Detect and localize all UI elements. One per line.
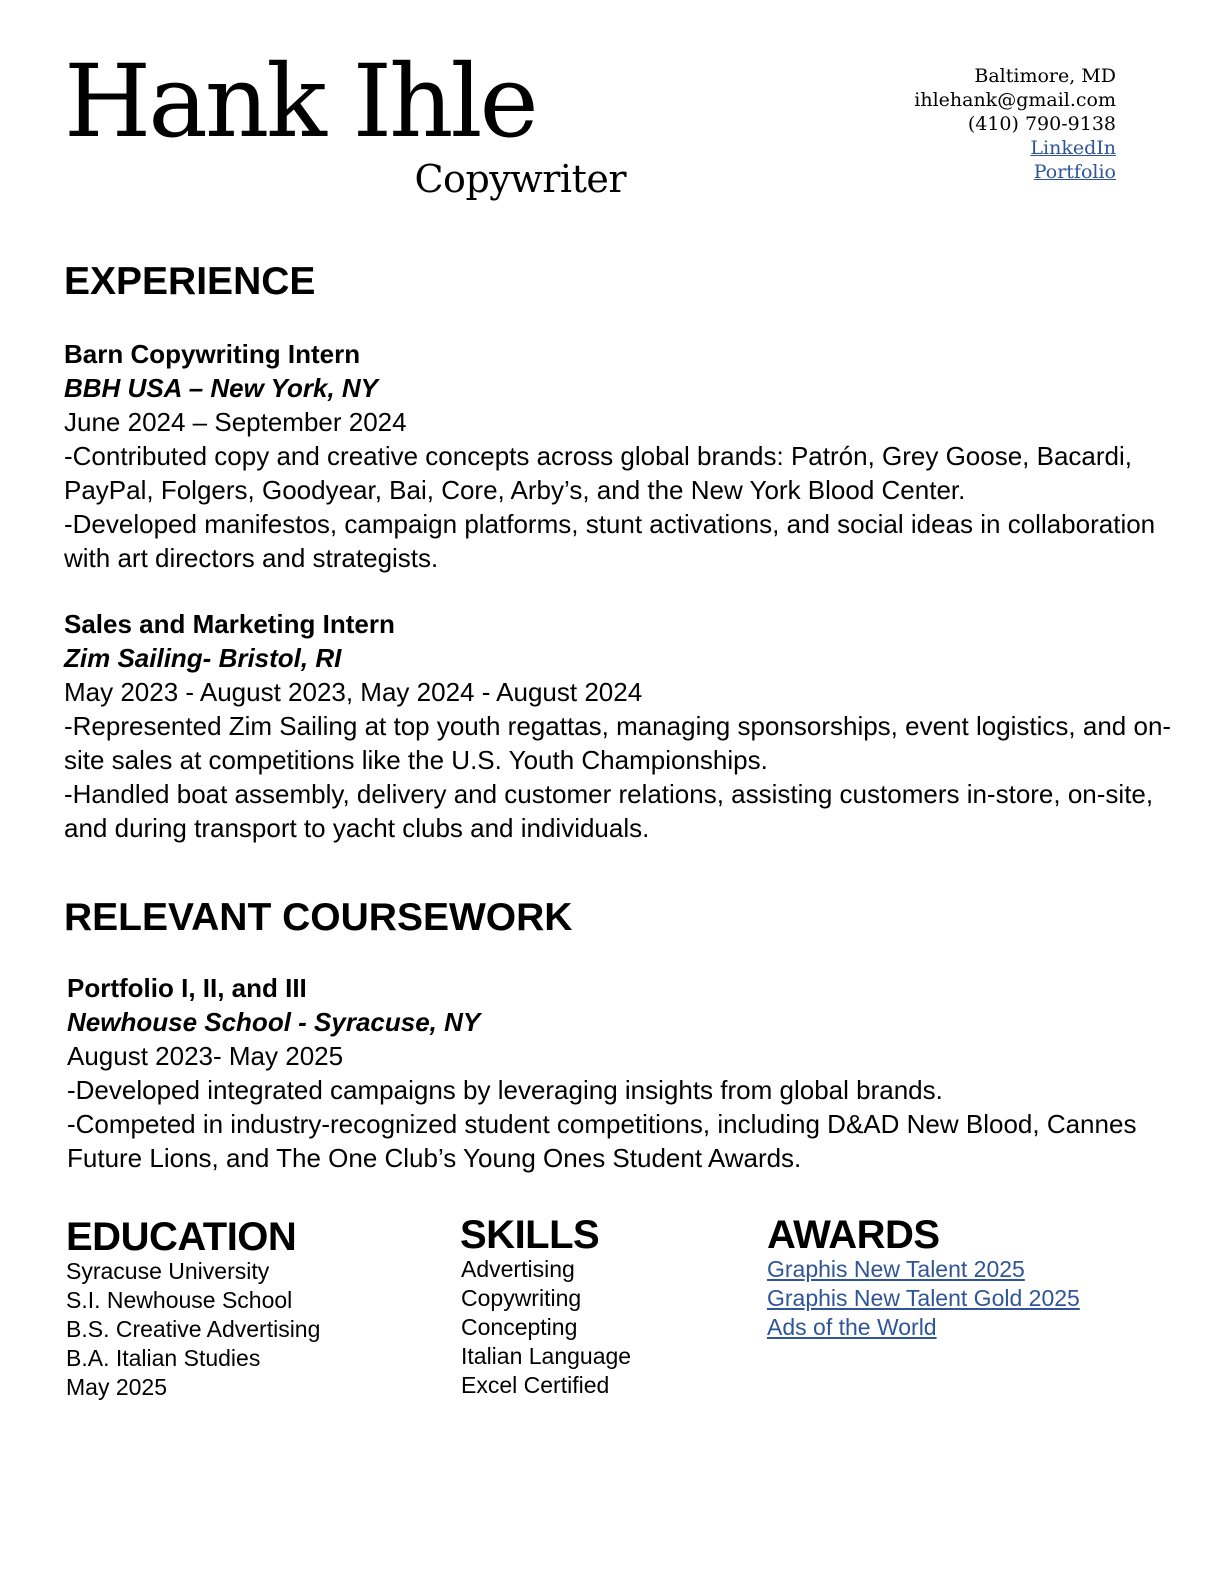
resume-role: Copywriter: [414, 157, 626, 201]
experience-entry-bbh: [64, 337, 1174, 575]
awards-heading: AWARDS: [767, 1213, 940, 1257]
job-bullet: -Contributed copy and creative concepts across global brands: Patrón, Grey Goose, Bacardi, PayPal, Folgers, Goodyear, Bai, Core, Arby’s, and the New York Blood Center.: [64, 441, 1133, 505]
resume-name: Hank Ihle: [64, 43, 536, 160]
experience-heading: EXPERIENCE: [64, 260, 316, 303]
awards-list: [767, 1255, 1080, 1342]
education-list: [66, 1257, 320, 1402]
award-link[interactable]: Graphis New Talent Gold 2025: [767, 1285, 1080, 1311]
award-link[interactable]: Ads of the World: [767, 1314, 937, 1340]
job-bullet: -Handled boat assembly, delivery and customer relations, assisting customers in-store, on-site, and during transport to yacht clubs and individuals.: [64, 779, 1154, 843]
education-item: Syracuse University: [66, 1258, 270, 1284]
course-org: Newhouse School - Syracuse, NY: [67, 1007, 481, 1037]
contact-phone: (410) 790-9138: [967, 113, 1116, 135]
experience-entry-zim: [64, 607, 1174, 845]
contact-email: ihlehank@gmail.com: [914, 89, 1116, 111]
job-dates: June 2024 – September 2024: [64, 407, 407, 437]
course-bullet: -Competed in industry-recognized student competitions, including D&AD New Blood, Cannes Future Lions, and The One Club’s Young Ones Student Awards.: [67, 1109, 1137, 1173]
education-item: B.A. Italian Studies: [66, 1345, 261, 1371]
skill-item: Italian Language: [461, 1343, 632, 1369]
skills-list: [461, 1255, 631, 1400]
course-title: Portfolio I, II, and III: [67, 973, 307, 1003]
job-dates: May 2023 - August 2023, May 2024 - August 2024: [64, 677, 643, 707]
skill-item: Excel Certified: [461, 1372, 610, 1398]
coursework-heading: RELEVANT COURSEWORK: [64, 896, 573, 939]
job-title: Barn Copywriting Intern: [64, 339, 361, 369]
linkedin-link[interactable]: LinkedIn: [1030, 137, 1116, 159]
course-bullet: -Developed integrated campaigns by leveraging insights from global brands.: [67, 1075, 943, 1105]
skill-item: Advertising: [461, 1256, 575, 1282]
job-org: Zim Sailing- Bristol, RI: [64, 643, 342, 673]
course-dates: August 2023- May 2025: [67, 1041, 344, 1071]
contact-block: [914, 64, 1116, 184]
contact-location: Baltimore, MD: [974, 65, 1116, 87]
job-bullet: -Developed manifestos, campaign platforms, stunt activations, and social ideas in collaboration with art directors and strategists.: [64, 509, 1156, 573]
education-item: B.S. Creative Advertising: [66, 1316, 321, 1342]
award-link[interactable]: Graphis New Talent 2025: [767, 1256, 1025, 1282]
job-bullet: -Represented Zim Sailing at top youth regattas, managing sponsorships, event logistics, and on-site sales at competitions like the U.S. Youth Championships.: [64, 711, 1172, 775]
job-title: Sales and Marketing Intern: [64, 609, 395, 639]
education-item: May 2025: [66, 1374, 168, 1400]
skill-item: Copywriting: [461, 1285, 582, 1311]
education-item: S.I. Newhouse School: [66, 1287, 293, 1313]
skills-heading: SKILLS: [460, 1213, 600, 1257]
education-heading: EDUCATION: [66, 1215, 297, 1259]
coursework-entry: [67, 971, 1147, 1175]
skill-item: Concepting: [461, 1314, 578, 1340]
job-org: BBH USA – New York, NY: [64, 373, 379, 403]
portfolio-link[interactable]: Portfolio: [1033, 161, 1116, 183]
